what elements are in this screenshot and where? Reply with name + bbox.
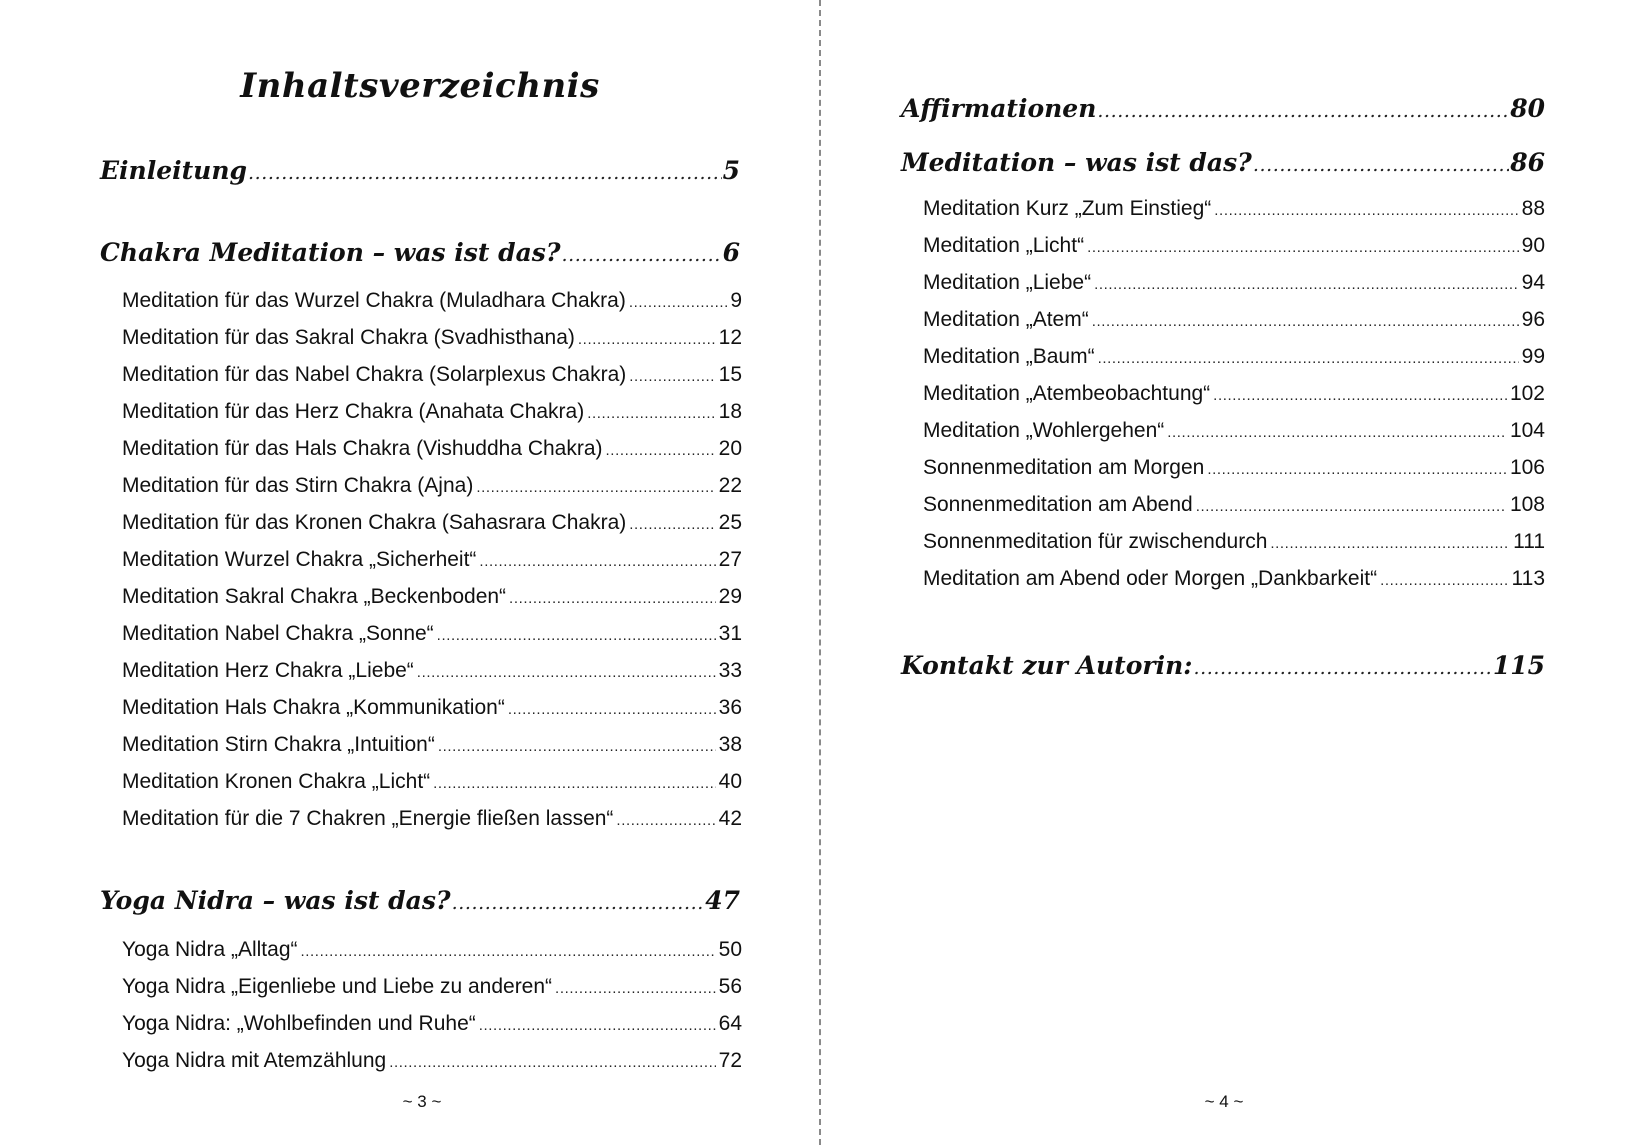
toc-chapter-meditation[interactable] (901, 148, 1545, 180)
item-page: 111 (1513, 530, 1545, 553)
dot-leader (508, 701, 716, 718)
dot-leader (417, 664, 716, 681)
item-page: 72 (718, 1049, 742, 1072)
item-page: 104 (1509, 419, 1545, 442)
chapter-page: 115 (1492, 651, 1545, 680)
chapter-title: Einleitung (100, 156, 248, 185)
toc-item[interactable] (923, 493, 1545, 521)
chapter-page: 86 (1510, 148, 1545, 177)
item-label: Meditation für das Nabel Chakra (Solarplexus Chakra) (122, 363, 627, 386)
item-page: 12 (718, 326, 742, 349)
item-label: Meditation Wurzel Chakra „Sicherheit“ (122, 548, 477, 571)
item-page: 42 (718, 807, 742, 830)
dot-leader (1098, 350, 1519, 367)
item-page: 88 (1521, 197, 1545, 220)
item-page: 94 (1521, 271, 1545, 294)
dot-leader (1196, 498, 1507, 515)
right-page (821, 0, 1636, 1145)
item-label: Meditation Hals Chakra „Kommunikation“ (122, 696, 505, 719)
toc-item[interactable] (122, 437, 742, 465)
toc-item[interactable] (122, 474, 742, 502)
item-label: Meditation „Licht“ (923, 234, 1085, 257)
item-label: Meditation für das Kronen Chakra (Sahasrara Chakra) (122, 511, 627, 534)
dot-leader (248, 162, 722, 184)
item-page: 36 (718, 696, 742, 719)
chapter-page: 6 (722, 238, 740, 267)
item-page: 33 (718, 659, 742, 682)
chapter-title: Chakra Meditation – was ist das? (100, 238, 561, 267)
chapter-page: 80 (1510, 94, 1545, 123)
chapter-page: 47 (705, 886, 740, 915)
dot-leader (1087, 239, 1519, 256)
item-page: 102 (1509, 382, 1545, 405)
toc-item[interactable] (923, 345, 1545, 373)
item-label: Meditation für das Wurzel Chakra (Muladhara Chakra) (122, 289, 626, 312)
item-label: Yoga Nidra: „Wohlbefinden und Ruhe“ (122, 1012, 476, 1035)
toc-item[interactable] (923, 234, 1545, 262)
dot-leader (1270, 535, 1510, 552)
toc-item[interactable] (122, 363, 742, 391)
item-page: 106 (1509, 456, 1545, 479)
item-label: Sonnenmeditation am Morgen (923, 456, 1205, 479)
item-label: Meditation Herz Chakra „Liebe“ (122, 659, 414, 682)
page-number: ~ 4 ~ (1204, 1092, 1244, 1111)
item-label: Meditation „Atembeobachtung“ (923, 382, 1211, 405)
item-label: Meditation Sakral Chakra „Beckenboden“ (122, 585, 507, 608)
chapter-title: Kontakt zur Autorin: (901, 651, 1193, 680)
chapter-page: 5 (722, 156, 740, 185)
item-label: Meditation „Liebe“ (923, 271, 1092, 294)
dot-leader (1097, 100, 1509, 122)
item-page: 27 (718, 548, 742, 571)
toc-item[interactable] (122, 548, 742, 576)
dot-leader (629, 294, 727, 311)
dot-leader (433, 775, 715, 792)
dot-leader (629, 516, 715, 533)
item-label: Meditation für das Herz Chakra (Anahata Chakra) (122, 400, 585, 423)
toc-item[interactable] (122, 696, 742, 724)
item-page: 99 (1521, 345, 1545, 368)
toc-item[interactable] (122, 1012, 742, 1040)
toc-item[interactable] (122, 622, 742, 650)
dot-leader (578, 331, 716, 348)
page-number: ~ 3 ~ (402, 1092, 442, 1111)
dot-leader (437, 627, 716, 644)
dot-leader (1380, 572, 1508, 589)
item-label: Meditation Kronen Chakra „Licht“ (122, 770, 431, 793)
item-label: Meditation „Baum“ (923, 345, 1095, 368)
item-page: 29 (718, 585, 742, 608)
toc-item[interactable] (923, 419, 1545, 447)
dot-leader (629, 368, 715, 385)
toc-item[interactable] (923, 382, 1545, 410)
item-label: Meditation am Abend oder Morgen „Dankbarkeit“ (923, 567, 1378, 590)
dot-leader (1214, 202, 1518, 219)
dot-leader (587, 405, 715, 422)
toc-item[interactable] (122, 400, 742, 428)
dot-leader (438, 738, 716, 755)
item-page: 25 (718, 511, 742, 534)
toc-item[interactable] (923, 308, 1545, 336)
dot-leader (476, 479, 715, 496)
dot-leader (562, 244, 722, 266)
toc-item[interactable] (122, 326, 742, 354)
item-page: 50 (718, 938, 742, 961)
item-page: 40 (718, 770, 742, 793)
item-page: 15 (718, 363, 742, 386)
item-label: Yoga Nidra mit Atemzählung (122, 1049, 387, 1072)
toc-item[interactable] (923, 456, 1545, 484)
item-label: Meditation für das Hals Chakra (Vishuddha Chakra) (122, 437, 603, 460)
toc-item[interactable] (122, 770, 742, 798)
item-label: Meditation Nabel Chakra „Sonne“ (122, 622, 434, 645)
dot-leader (452, 892, 705, 914)
item-page: 31 (718, 622, 742, 645)
item-page: 20 (718, 437, 742, 460)
chapter-title: Meditation – was ist das? (901, 148, 1252, 177)
item-label: Meditation für das Sakral Chakra (Svadhisthana) (122, 326, 575, 349)
dot-leader (1193, 657, 1491, 679)
toc-item[interactable] (122, 733, 742, 761)
chapter-title: Affirmationen (901, 94, 1097, 123)
item-page: 64 (718, 1012, 742, 1035)
dot-leader (509, 590, 716, 607)
toc-item[interactable] (122, 585, 742, 613)
toc-item[interactable] (923, 197, 1545, 225)
dot-leader (479, 1017, 716, 1034)
dot-leader (1092, 313, 1519, 330)
item-label: Yoga Nidra „Alltag“ (122, 938, 298, 961)
item-label: Sonnenmeditation für zwischendurch (923, 530, 1268, 553)
item-label: Meditation Kurz „Zum Einstieg“ (923, 197, 1212, 220)
item-label: Meditation „Wohlergehen“ (923, 419, 1165, 442)
dot-leader (1253, 154, 1509, 176)
item-page: 38 (718, 733, 742, 756)
item-label: Yoga Nidra „Eigenliebe und Liebe zu anderen“ (122, 975, 553, 998)
item-label: Meditation Stirn Chakra „Intuition“ (122, 733, 435, 756)
toc-chapter-kontakt[interactable] (901, 651, 1545, 683)
item-label: Meditation für das Stirn Chakra (Ajna) (122, 474, 474, 497)
toc-chapter-einleitung[interactable] (100, 156, 740, 188)
item-label: Meditation für die 7 Chakren „Energie fließen lassen“ (122, 807, 614, 830)
dot-leader (1167, 424, 1507, 441)
toc-item[interactable] (122, 289, 742, 317)
item-label: Sonnenmeditation am Abend (923, 493, 1193, 516)
dot-leader (555, 980, 716, 997)
dot-leader (479, 553, 715, 570)
dot-leader (389, 1054, 715, 1071)
dot-leader (301, 943, 716, 960)
toc-item[interactable] (122, 659, 742, 687)
toc-chapter-yoga-nidra[interactable] (100, 886, 740, 918)
item-page: 9 (730, 289, 742, 312)
dot-leader (1213, 387, 1507, 404)
item-page: 22 (718, 474, 742, 497)
item-page: 113 (1511, 567, 1545, 590)
toc-item[interactable] (923, 567, 1545, 595)
toc-item[interactable] (122, 1049, 742, 1077)
toc-item[interactable] (122, 511, 742, 539)
toc-item[interactable] (923, 271, 1545, 299)
item-page: 56 (718, 975, 742, 998)
dot-leader (606, 442, 716, 459)
toc-item[interactable] (122, 975, 742, 1003)
chapter-title: Yoga Nidra – was ist das? (100, 886, 451, 915)
dot-leader (616, 812, 715, 829)
item-page: 108 (1509, 493, 1545, 516)
item-page: 90 (1521, 234, 1545, 257)
dot-leader (1094, 276, 1519, 293)
item-page: 18 (718, 400, 742, 423)
toc-item[interactable] (122, 938, 742, 966)
toc-chapter-chakra-meditation[interactable] (100, 238, 740, 270)
item-page: 96 (1521, 308, 1545, 331)
dot-leader (1207, 461, 1507, 478)
item-label: Meditation „Atem“ (923, 308, 1089, 331)
toc-chapter-affirmationen[interactable] (901, 94, 1545, 126)
toc-item[interactable] (923, 530, 1545, 558)
toc-item[interactable] (122, 807, 742, 835)
toc-title: Inhaltsverzeichnis (240, 66, 600, 106)
